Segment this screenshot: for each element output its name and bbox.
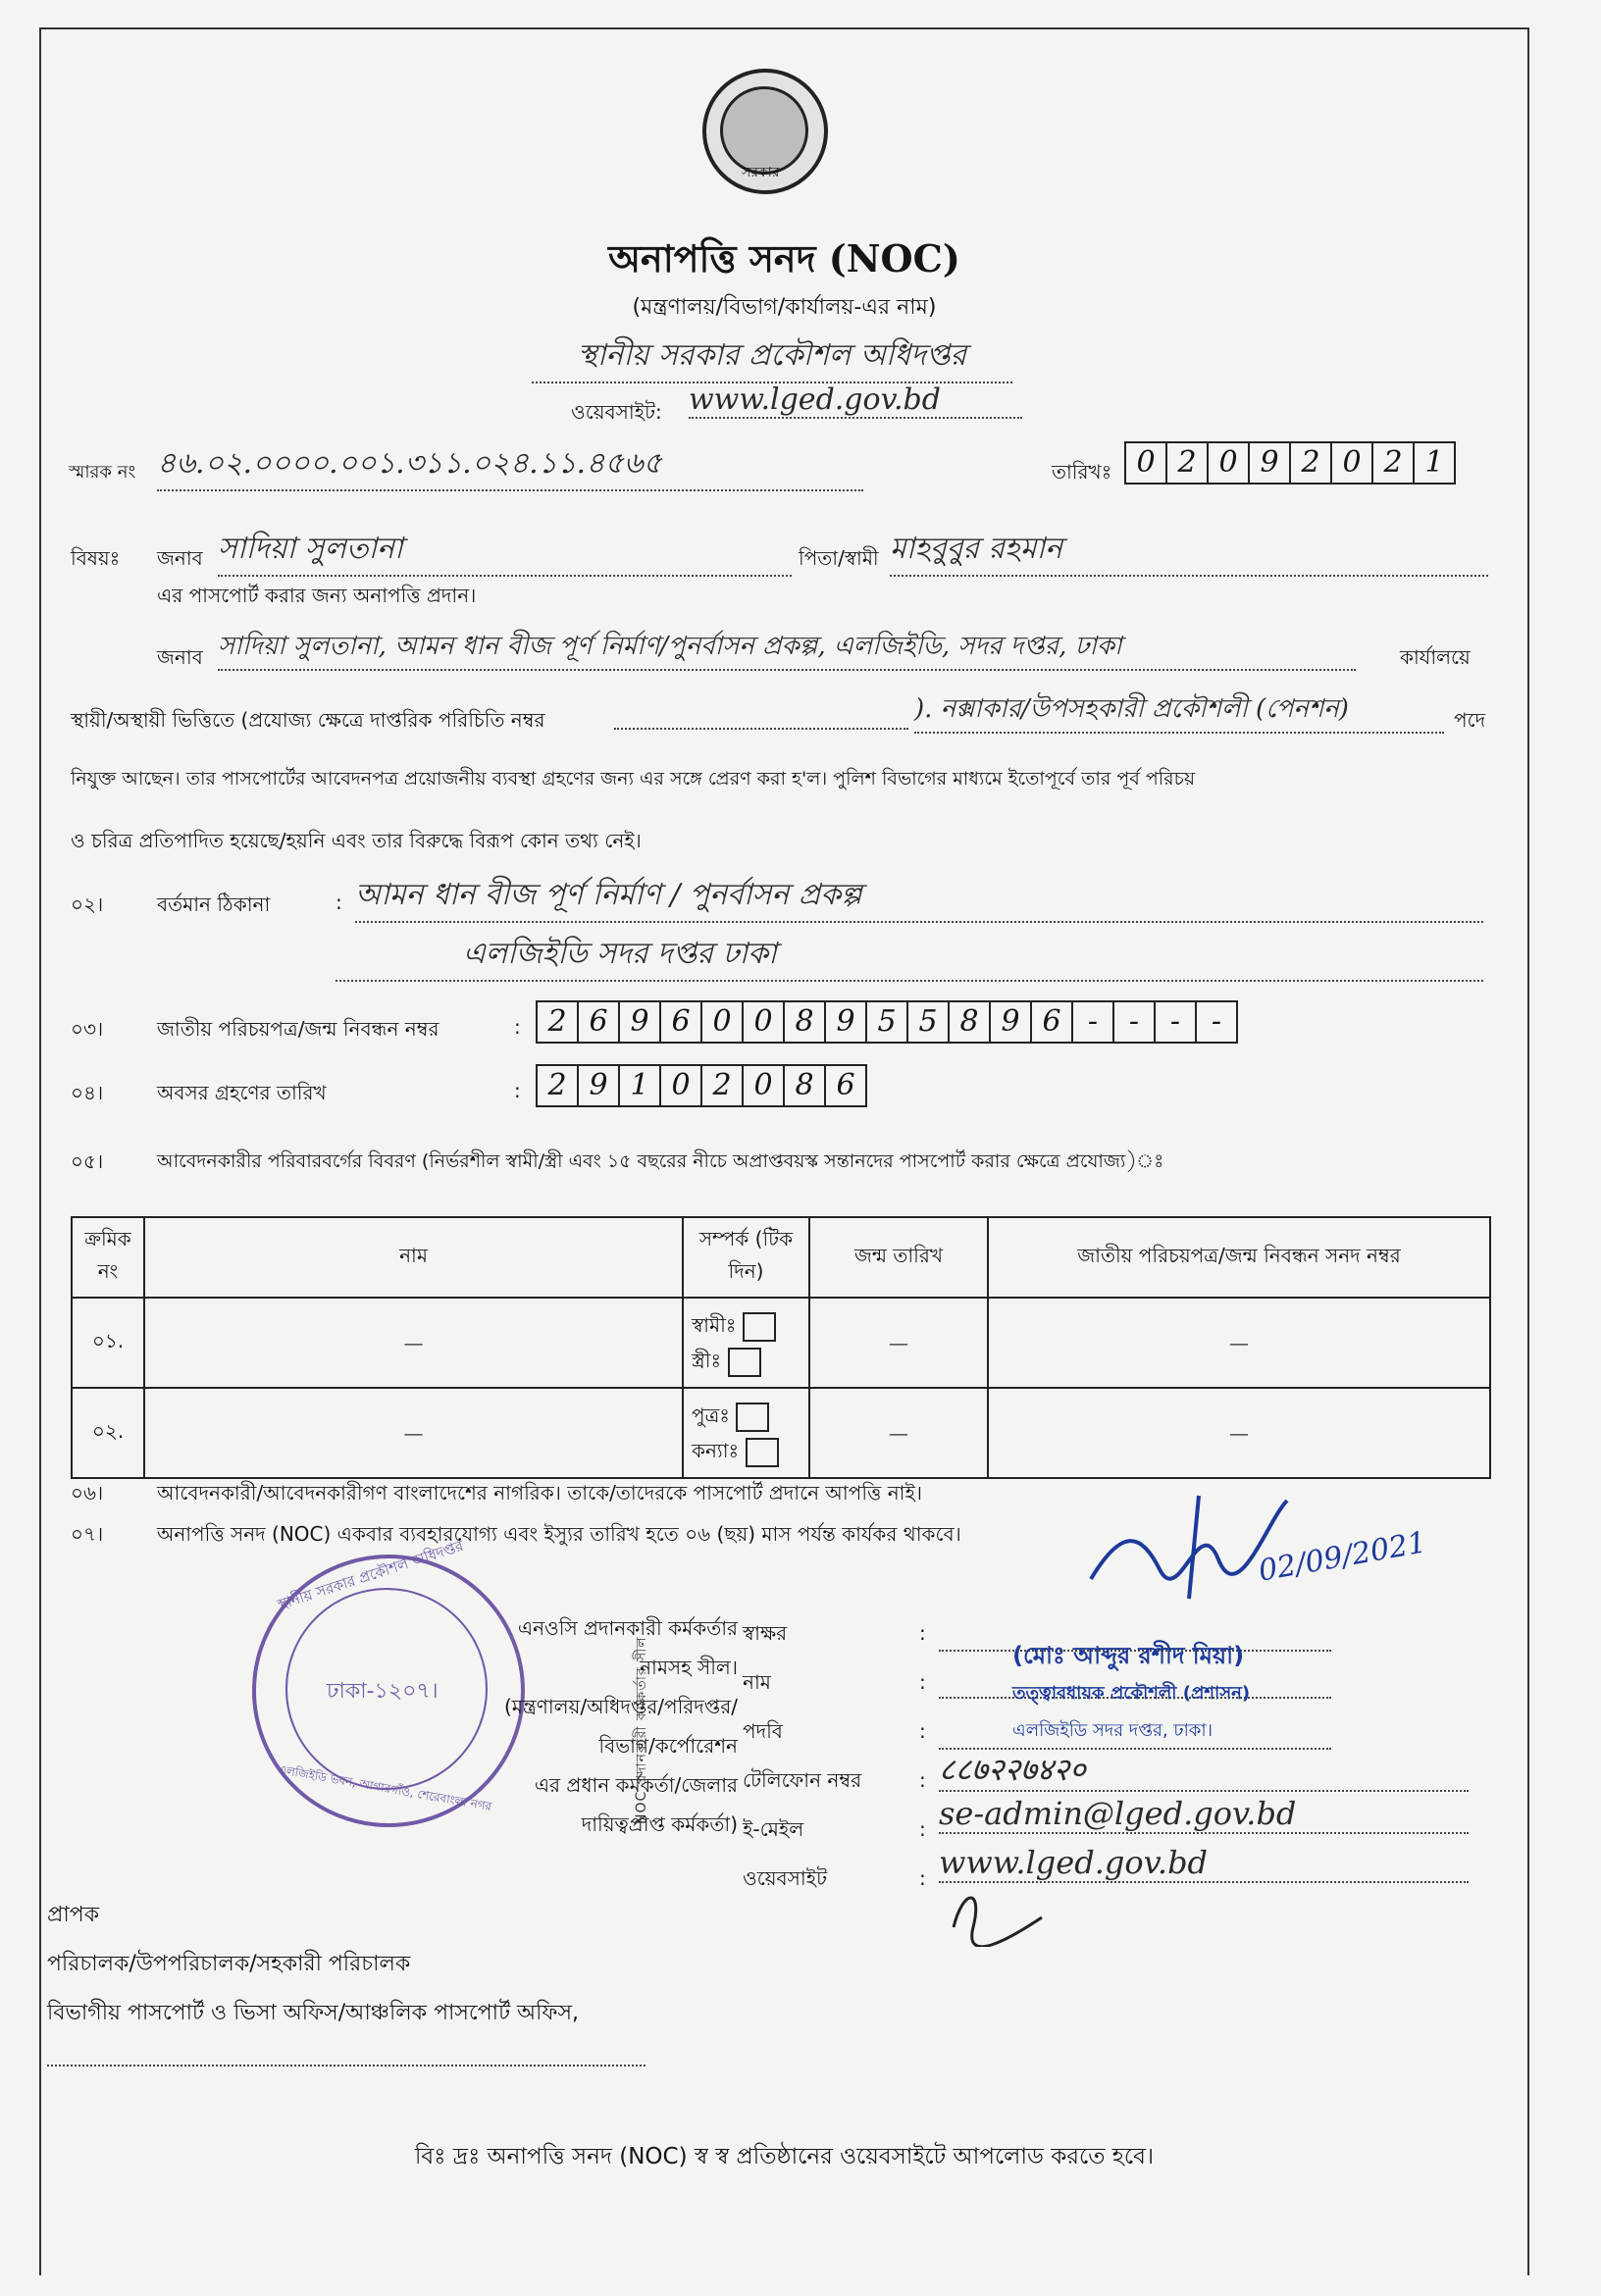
field-label-email: ই-মেইল — [743, 1817, 804, 1841]
nid-digit-box: 9 — [824, 1000, 867, 1044]
retirement-digit-box: 2 — [536, 1064, 579, 1107]
nid-digit-box: 8 — [783, 1000, 826, 1044]
subject-line2: এর পাসপোর্ট করার জন্য অনাপত্তি প্রদান। — [157, 584, 477, 607]
subject-mr-label: জনাব — [157, 546, 203, 570]
government-emblem — [702, 69, 828, 194]
nid-boxes — [536, 1000, 1236, 1044]
seal-text-bottom: এলজিইডি ভবন, আগারগাঁও, শেরেবাংলা নগর — [276, 1761, 493, 1814]
recipient-line1: পরিচালক/উপপরিচালক/সহকারী পরিচালক — [47, 1952, 411, 1976]
issuer-colons — [919, 1608, 926, 1903]
item-04-label: অবসর গ্রহণের তারিখ — [157, 1081, 327, 1104]
nid-digit-box: 8 — [948, 1000, 991, 1044]
nid-digit-box: 5 — [865, 1000, 908, 1044]
table-row — [72, 1298, 1490, 1388]
footer-note: বিঃ দ্রঃ অনাপত্তি সনদ (NOC) স্ব স্ব প্রতিষ্ঠানের ওয়েবসাইটে আপলোড করতে হবে। — [414, 2144, 1155, 2169]
signature-scribble — [1081, 1491, 1297, 1608]
issuer-left-line: এনওসি প্রদানকারী কর্মকর্তার — [517, 1616, 738, 1640]
date-digit-box: 0 — [1330, 441, 1373, 485]
header-relation: সম্পর্ক (টিক দিন) — [683, 1217, 809, 1298]
header-website-label: ওয়েবসাইট: — [571, 400, 662, 424]
item-07-text: অনাপত্তি সনদ (NOC) একবার ব্যবহারযোগ্য এবং ইস্যুর তারিখ হতে ০৬ (ছয়) মাস পর্যন্ত কার্যকর থাকবে। — [157, 1522, 961, 1546]
ministry-caption: (মন্ত্রণালয়/বিভাগ/কার্যালয়-এর নাম) — [632, 295, 937, 320]
issuer-left-line: নামসহ সীল। — [640, 1656, 738, 1679]
row-name: — — [144, 1388, 683, 1478]
line-employed: নিযুক্ত আছেন। তার পাসপোর্টের আবেদনপত্র প্রয়োজনীয় ব্যবস্থা গ্রহণের জন্য এর সঙ্গে প্রেরণ করা হ'ল। পুলিশ বিভাগের মাধ্যমে ইতোপূর্বে তার পূর্ব পরিচয় — [71, 768, 1196, 790]
retirement-digit-box: 9 — [577, 1064, 620, 1107]
document-page — [39, 27, 1529, 2275]
line-character: ও চরিত্র প্রতিপাদিত হয়েছে/হয়নি এবং তার বিরুদ্ধে বিরূপ কোন তথ্য নেই। — [71, 829, 642, 852]
perm-text: স্থায়ী/অস্থায়ী ভিত্তিতে (প্রযোজ্য ক্ষেত্রে দাপ্তরিক পরিচিতি নম্বর — [71, 708, 545, 732]
memo-date-label: তারিখঃ — [1052, 460, 1112, 484]
recipient-label: প্রাপক — [47, 1903, 100, 1927]
nid-digit-box: 9 — [618, 1000, 661, 1044]
field-label-signature: স্বাক্ষর — [743, 1621, 788, 1645]
officer-name: (মোঃ আব্দুর রশীদ মিয়া) — [1012, 1642, 1245, 1669]
field-label-designation: পদবি — [743, 1719, 783, 1743]
ministry-name: স্থানীয় সরকার প্রকৌশল অধিদপ্তর — [532, 332, 1012, 383]
relation-a-label: স্বামীঃ — [692, 1313, 737, 1337]
nid-digit-box: 0 — [700, 1000, 744, 1044]
header-name: নাম — [144, 1217, 683, 1298]
colon: : — [919, 1768, 926, 1792]
date-digit-box: 0 — [1124, 441, 1167, 485]
retirement-digit-box: 0 — [742, 1064, 785, 1107]
row-nid: — — [988, 1388, 1490, 1478]
issuer-left-line: দায়িত্বপ্রাপ্ত কর্মকর্তা) — [581, 1812, 738, 1836]
issuer-left-line: এর প্রধান কর্মকর্তা/জেলার — [534, 1773, 738, 1797]
seal-text-center: ঢাকা-১২০৭। — [327, 1679, 439, 1704]
retirement-digit-box: 2 — [700, 1064, 744, 1107]
email-value: se-admin@lged.gov.bd — [939, 1795, 1469, 1834]
phone-value: ८८७२२७४२० — [939, 1748, 1469, 1792]
date-digit-box: 9 — [1248, 441, 1291, 485]
nid-digit-box: - — [1195, 1000, 1238, 1044]
item-05-num: ০৫। — [71, 1149, 104, 1173]
nid-digit-box: 6 — [659, 1000, 702, 1044]
officer-office: এলজিইডি সদর দপ্তর, ঢাকা। — [1012, 1720, 1214, 1741]
retirement-digit-box: 8 — [783, 1064, 826, 1107]
office-value: সাদিয়া সুলতানা, আমন ধান বীজ পূর্ণ নির্মাণ/পুনর্বাসন প্রকল্প, এলজিইডি, সদর দপ্তর, ঢাকা — [218, 626, 1356, 671]
nid-digit-box: - — [1071, 1000, 1114, 1044]
colon: : — [919, 1866, 926, 1890]
relation-a-checkbox[interactable] — [736, 1403, 769, 1432]
item-07-num: ০৭। — [71, 1522, 104, 1546]
date-digit-box: 2 — [1165, 441, 1209, 485]
header-website-value: www.lged.gov.bd — [689, 383, 1022, 419]
nid-digit-box: 6 — [577, 1000, 620, 1044]
perm-dotted-line — [614, 728, 908, 730]
retirement-digit-box: 1 — [618, 1064, 661, 1107]
field-label-name: নাম — [743, 1670, 771, 1694]
relation-a-label: পুত্রঃ — [692, 1403, 730, 1427]
item-02-label: বর্তমান ঠিকানা — [157, 893, 271, 916]
nid-digit-box: 0 — [742, 1000, 785, 1044]
nid-digit-box: 6 — [1030, 1000, 1073, 1044]
item-06-num: ০৬। — [71, 1481, 104, 1505]
retirement-digit-box: 6 — [824, 1064, 867, 1107]
row-dob: — — [809, 1298, 988, 1388]
relation-b-checkbox[interactable] — [746, 1438, 779, 1467]
side-stamp: NOC প্রদানকারী কর্মকর্তার সীল — [634, 1636, 649, 1824]
issuer-left-line: বিভাগ/কর্পোরেশন — [598, 1734, 738, 1758]
memo-number: ৪৬.০২.০০০০.০০১.৩১১.০২৪.১১.৪৫৬৫ — [157, 439, 863, 491]
header-serial: ক্রমিক নং — [72, 1217, 144, 1298]
issuer-field-labels — [743, 1608, 861, 1903]
nid-digit-box: - — [1154, 1000, 1197, 1044]
office-suffix: কার্যালয়ে — [1400, 645, 1471, 669]
header-nid: জাতীয় পরিচয়পত্র/জন্ম নিবন্ধন সনদ নম্বর — [988, 1217, 1490, 1298]
row-name: — — [144, 1298, 683, 1388]
memo-label: স্মারক নং — [69, 462, 136, 483]
post-suffix: পদে — [1454, 708, 1486, 732]
header-dob: জন্ম তারিখ — [809, 1217, 988, 1298]
item-02-num: ০২। — [71, 893, 104, 916]
officer-designation: তত্ত্বাবধায়ক প্রকৌশলী (প্রশাসন) — [1012, 1683, 1251, 1704]
row-dob: — — [809, 1388, 988, 1478]
field-label-website: ওয়েবসাইট — [743, 1866, 827, 1890]
item-03-label: জাতীয় পরিচয়পত্র/জন্ম নিবন্ধন নম্বর — [157, 1017, 439, 1041]
date-digit-box: 2 — [1289, 441, 1332, 485]
issuer-left-line: (মন্ত্রণালয়/অধিদপ্তর/পরিদপ্তর/ — [503, 1695, 738, 1718]
date-digit-box: 1 — [1413, 441, 1456, 485]
recipient-line2: বিভাগীয় পাসপোর্ট ও ভিসা অফিস/আঞ্চলিক পাসপোর্ট অফিস, — [47, 2001, 579, 2025]
nid-digit-box: 2 — [536, 1000, 579, 1044]
father-label: পিতা/স্বামী — [799, 546, 879, 570]
table-row — [72, 1388, 1490, 1478]
applicant-name: সাদিয়া সুলতানা — [218, 525, 792, 577]
retirement-date-boxes — [536, 1064, 865, 1107]
row-relation — [683, 1298, 809, 1388]
emblem-label: সরকার — [742, 165, 780, 180]
item-03-num: ০৩। — [71, 1017, 104, 1041]
item-05-label: আবেদনকারীর পরিবারবর্গের বিবরণ (নির্ভরশীল স্বামী/স্ত্রী এবং ১৫ বছরের নীচে অপ্রাপ্তবয়স্ক সন্তানদের পাসপোর্ট করার ক্ষেত্রে প্রযোজ্য)ঃ — [157, 1150, 1164, 1172]
item-02-colon: : — [336, 891, 342, 914]
family-table-header — [72, 1217, 1490, 1298]
date-digit-box: 2 — [1371, 441, 1415, 485]
row-nid: — — [988, 1298, 1490, 1388]
row-relation — [683, 1388, 809, 1478]
colon: : — [919, 1670, 926, 1694]
relation-b-label: কন্যাঃ — [692, 1439, 740, 1462]
initials-scribble — [944, 1888, 1052, 1947]
colon: : — [919, 1719, 926, 1743]
nid-digit-box: 5 — [906, 1000, 950, 1044]
row-serial: ০১. — [72, 1298, 144, 1388]
colon: : — [919, 1817, 926, 1841]
issuer-left-block — [414, 1608, 738, 1844]
father-name: মাহবুবুর রহমান — [890, 525, 1488, 577]
item-06-text: আবেদনকারী/আবেদনকারীগণ বাংলাদেশের নাগরিক। তাকে/তাদেরকে পাসপোর্ট প্রদানে আপত্তি নাই। — [157, 1481, 923, 1505]
body-mr-label: জনাব — [157, 645, 203, 669]
seal-text-top: স্থানীয় সরকার প্রকৌশল অধিদপ্তর — [275, 1536, 466, 1614]
relation-b-checkbox[interactable] — [728, 1348, 761, 1377]
website-value: www.lged.gov.bd — [939, 1844, 1469, 1883]
retirement-digit-box: 0 — [659, 1064, 702, 1107]
item-03-colon: : — [514, 1015, 521, 1039]
item-04-colon: : — [514, 1079, 521, 1102]
relation-b-label: স্ত্রীঃ — [692, 1349, 722, 1372]
subject-label: বিষয়ঃ — [71, 546, 121, 570]
colon: : — [919, 1621, 926, 1645]
field-label-phone: টেলিফোন নম্বর — [743, 1768, 862, 1792]
nid-digit-box: - — [1112, 1000, 1156, 1044]
item-04-num: ০৪। — [71, 1081, 104, 1104]
address-line-2: এলজিইডি সদর দপ্তর ঢাকা — [336, 930, 1483, 982]
row-serial: ০২. — [72, 1388, 144, 1478]
signature-date: 02/09/2021 — [1256, 1525, 1429, 1589]
address-line-1: আমন ধান বীজ পূর্ণ নির্মাণ / পুনর্বাসন প্রকল্প — [355, 871, 1483, 923]
family-table — [71, 1216, 1491, 1479]
page-title: অনাপত্তি সনদ (NOC) — [608, 236, 960, 281]
designation-value: ). নক্সাকার/উপসহকারী প্রকৌশলী (পেনশন) — [914, 689, 1444, 734]
nid-digit-box: 9 — [989, 1000, 1032, 1044]
relation-a-checkbox[interactable] — [743, 1312, 776, 1342]
date-digit-box: 0 — [1207, 441, 1250, 485]
recipient-dotted-line — [47, 2065, 646, 2066]
memo-date-boxes — [1124, 441, 1454, 485]
